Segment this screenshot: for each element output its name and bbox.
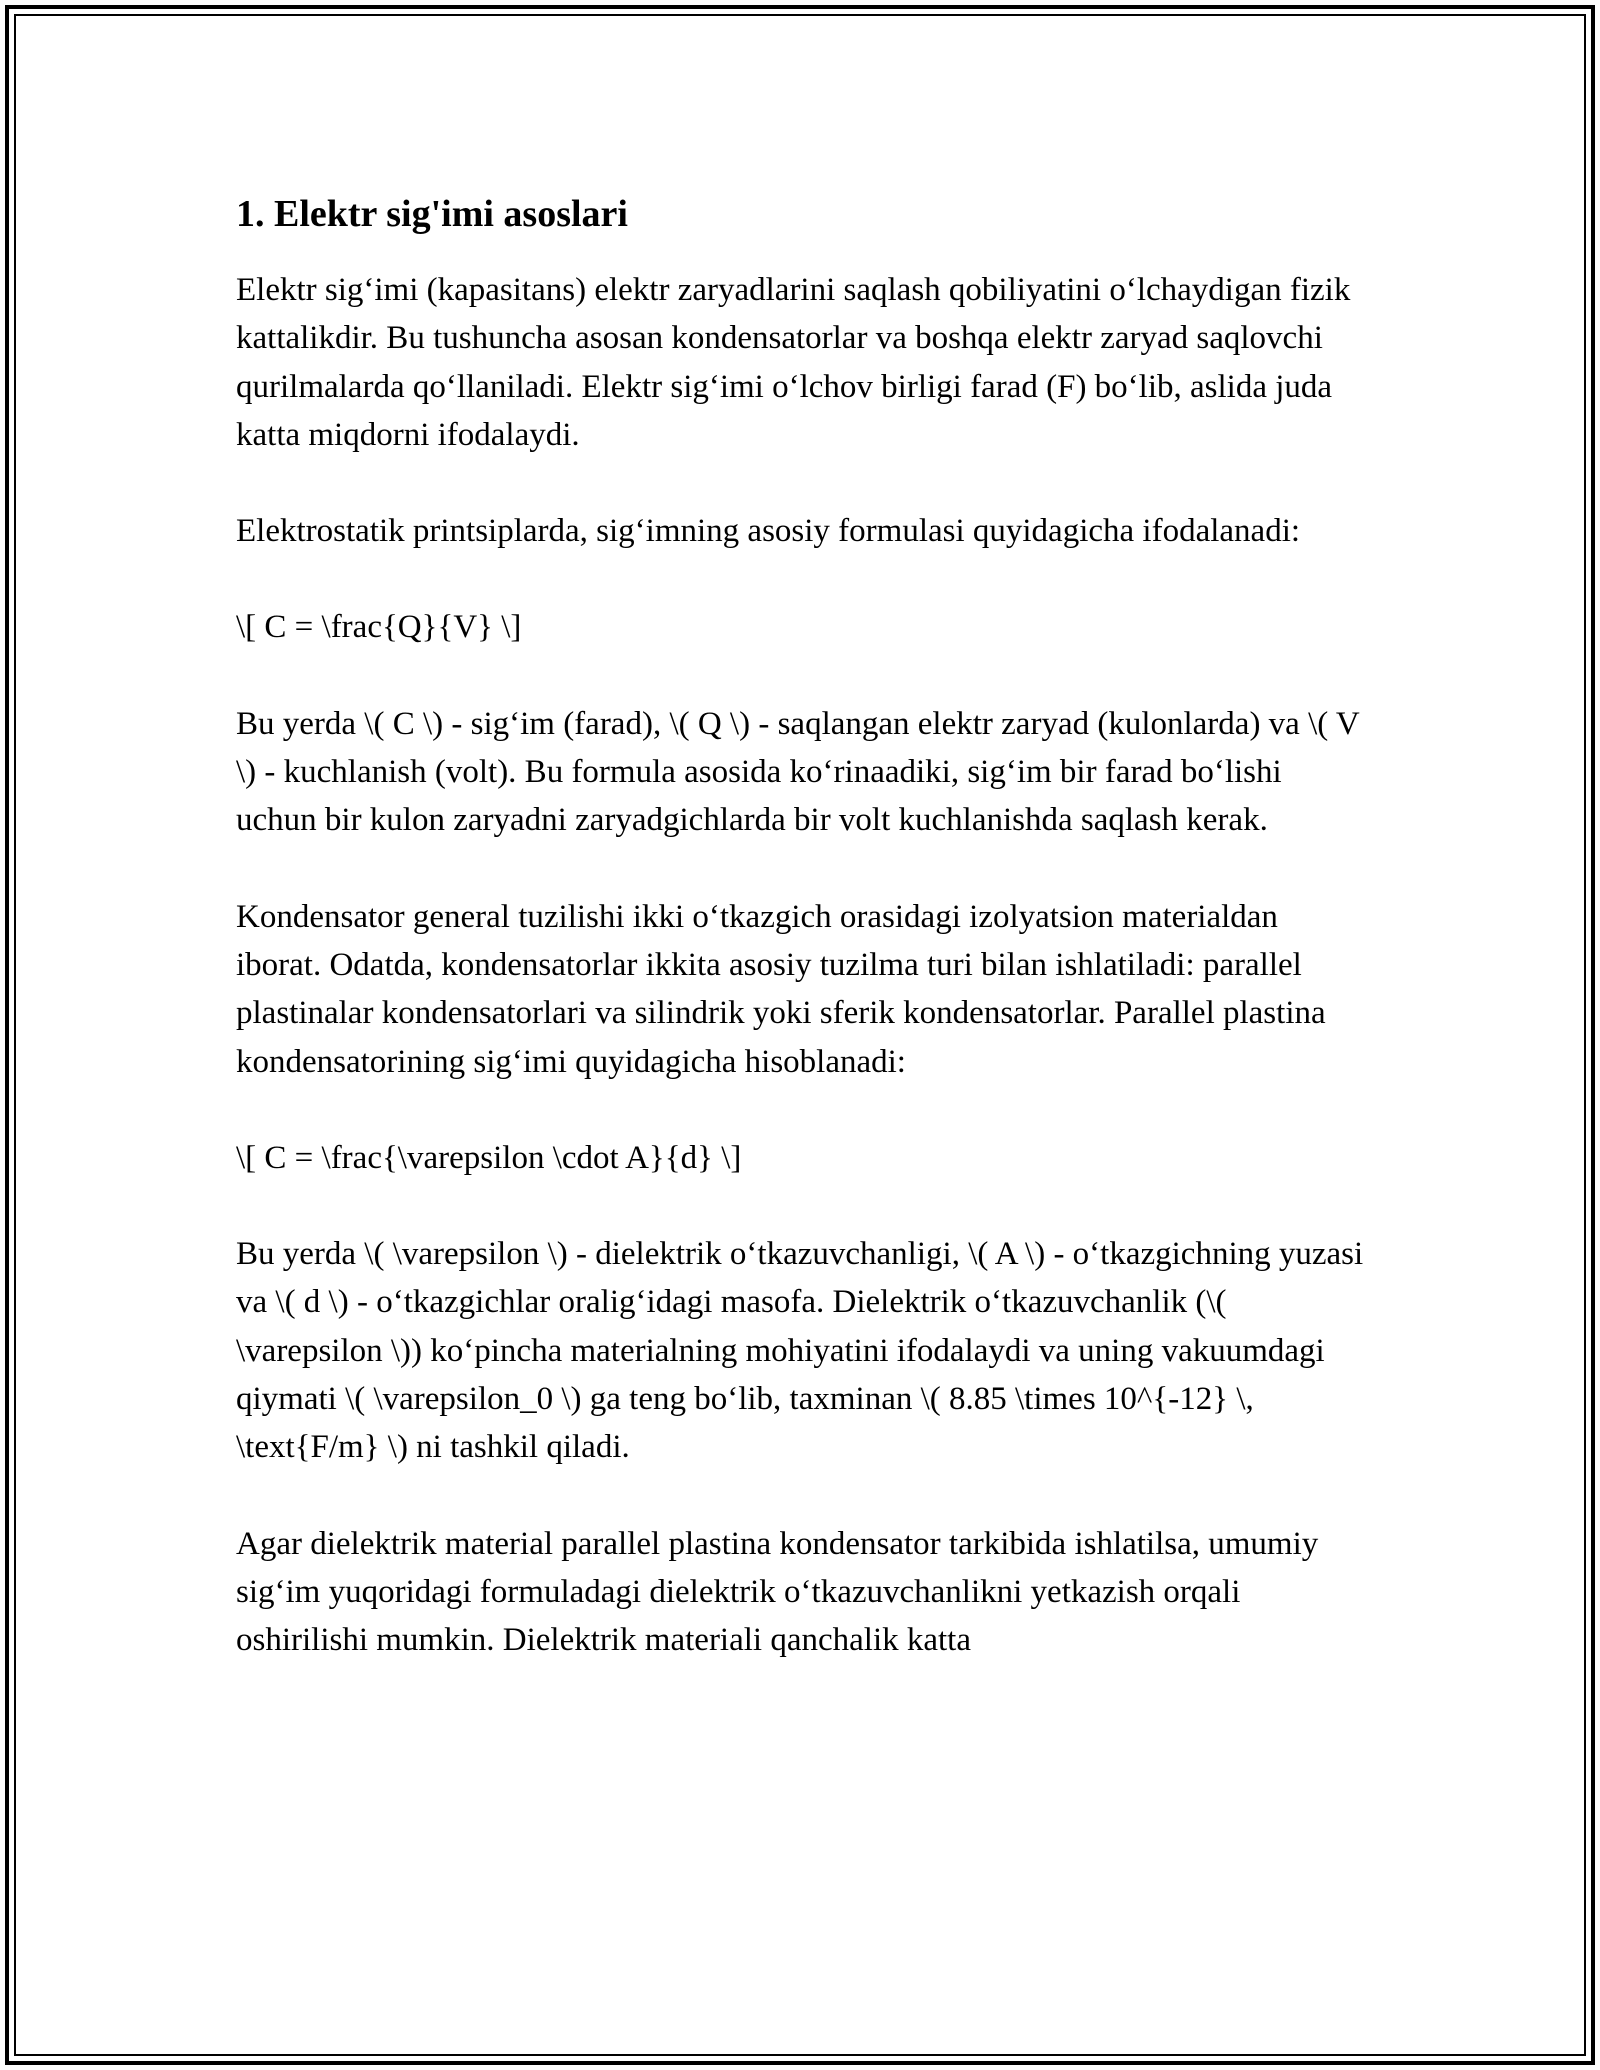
document-body [236, 186, 1366, 1665]
paragraph-dielectric-material: Agar dielektrik material parallel plastina kondensator tarkibida ishlatilsa, umumiy sig‘im yuqoridagi formuladagi dielektrik o‘tkazuvchanlikni yetkazish orqali oshirilishi mumkin. Dielektrik materiali qanchalik katta [236, 1525, 1319, 1659]
paragraph-capacitor-structure: Kondensator general tuzilishi ikki o‘tkazgich orasidagi izolyatsion materialdan iborat. Odatda, kondensatorlar ikkita asosiy tuzilma turi bilan ishlatiladi: parallel plastinalar kondensatorlari va silindrik yoki sferik kondensatorlar. Parallel plastina kondensatorining sig‘imi quyidagicha hisoblanadi: [236, 898, 1326, 1080]
paragraph-intro: Elektr sig‘imi (kapasitans) elektr zaryadlarini saqlash qobiliyatini o‘lchaydigan fizik kattalikdir. Bu tushuncha asosan kondensatorlar va boshqa elektr zaryad saqlovchi qurilmalarda qo‘llaniladi. Elektr sig‘imi o‘lchov birligi farad (F) bo‘lib, aslida juda katta miqdorni ifodalaydi. [236, 272, 1351, 453]
formula-capacitance: \[ C = \frac{Q}{V} \] [236, 609, 522, 646]
section-heading: 1. Elektr sig'imi asoslari [236, 193, 628, 235]
paragraph-dielectric-permittivity: Bu yerda \( \varepsilon \) - dielektrik o‘tkazuvchanligi, \( A \) - o‘tkazgichning yuzasi va \( d \) - o‘tkazgichlar oralig‘idagi masofa. Dielektrik o‘tkazuvchanlik (\( \varepsilon \)) ko‘pincha materialning mohiyatini ifodalaydi va uning vakuumdagi qiymati \( \varepsilon_0 \) ga teng bo‘lib, taxminan \( 8.85 \times 10^{-12} \, \text{F/m} \) ni tashkil qiladi. [236, 1236, 1364, 1466]
formula-parallel-plate: \[ C = \frac{\varepsilon \cdot A}{d} \] [236, 1139, 742, 1176]
paragraph-formula-lead: Elektrostatik printsiplarda, sig‘imning asosiy formulasi quyidagicha ifodalanadi: [236, 513, 1301, 550]
paragraph-formula-explanation: Bu yerda \( C \) - sig‘im (farad), \( Q \) - saqlangan elektr zaryad (kulonlarda) va \( V \) - kuchlanish (volt). Bu formula asosida ko‘rinaadiki, sig‘im bir farad bo‘lishi uchun bir kulon zaryadni zaryadgichlarda bir volt kuchlanishda saqlash kerak. [236, 705, 1360, 839]
